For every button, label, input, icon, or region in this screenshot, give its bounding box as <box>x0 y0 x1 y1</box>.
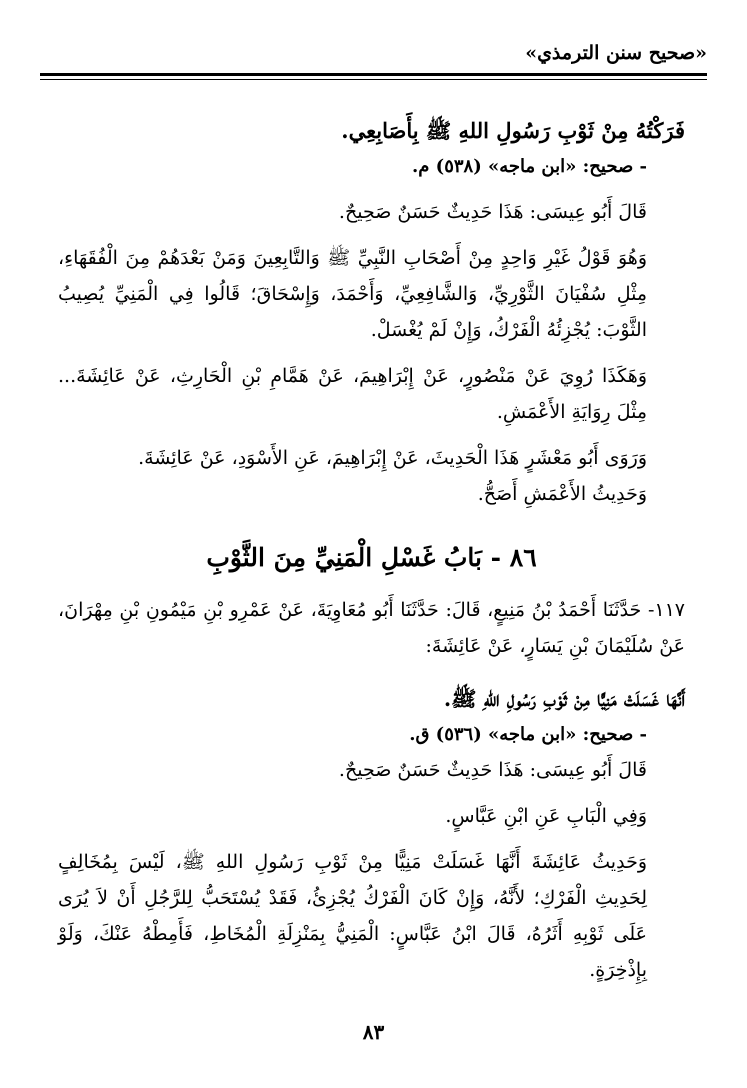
page-body <box>58 112 685 988</box>
commentary-paragraph: وَفِي الْبَابِ عَنِ ابْنِ عَبَّاسٍ. <box>445 805 647 827</box>
hadith-grading: - صحيح: «ابن ماجه» (٥٣٨) م. <box>412 156 647 177</box>
hadith-grading: - صحيح: «ابن ماجه» (٥٣٦) ق. <box>409 724 647 745</box>
hadith-text: أَنَّهَا غَسَلَتْ مَنِيًّا مِنْ ثَوْبِ رَسُولِ اللهِ ﷺ. <box>443 686 685 711</box>
page-number: ٨٣ <box>362 1020 385 1044</box>
tirmidhi-comment: قَالَ أَبُو عِيسَى: هَذَا حَدِيثٌ حَسَنٌ صَحِيحٌ. <box>338 201 647 223</box>
running-header <box>40 40 707 70</box>
commentary-paragraph: وَحَدِيثُ عَائِشَةَ أَنَّهَا غَسَلَتْ مَنِيًّا مِنْ ثَوْبِ رَسُولِ اللهِ ﷺ، لَيْسَ بِمُخَالِفٍ لِحَدِيثِ الْفَرْكِ؛ لأَنَّهُ، وَإِنْ كَانَ الْفَرْكُ يُجْزِئُ، فَقَدْ يُسْتَحَبُّ لِلرَّجُلِ أَنْ لاَ يُرَى عَلَى ثَوْبِهِ أَثَرُهُ، قَالَ ابْنُ عَبَّاسٍ: الْمَنِيُّ بِمَنْزِلَةِ الْمُخَاطِ، فَأَمِطْهُ عَنْكَ، وَلَوْ بِإِذْخِرَةٍ. <box>58 851 647 981</box>
commentary-paragraph: وَهَكَذَا رُوِيَ عَنْ مَنْصُورٍ، عَنْ إِبْرَاهِيمَ، عَنْ هَمَّامِ بْنِ الْحَارِثِ، عَنْ عَائِشَةَ... مِثْلَ رِوَايَةِ الأَعْمَشِ. <box>58 365 647 423</box>
header-rule-thin <box>40 79 707 80</box>
hadith-isnad: ١١٧- حَدَّثَنَا أَحْمَدُ بْنُ مَنِيعٍ، قَالَ: حَدَّثَنَا أَبُو مُعَاوِيَةَ، عَنْ عَمْرِو بْنِ مَيْمُونِ بْنِ مِهْرَانَ، عَنْ سُلَيْمَانَ بْنِ يَسَارٍ، عَنْ عَائِشَةَ: <box>58 599 685 657</box>
chapter-heading: ٨٦ - بَابُ غَسْلِ الْمَنِيِّ مِنَ الثَّوْبِ <box>206 543 537 572</box>
commentary-paragraph: وَحَدِيثُ الأَعْمَشِ أَصَحُّ. <box>477 483 647 505</box>
tirmidhi-comment: قَالَ أَبُو عِيسَى: هَذَا حَدِيثٌ حَسَنٌ صَحِيحٌ. <box>338 759 647 781</box>
commentary-paragraph: وَهُوَ قَوْلُ غَيْرِ وَاحِدٍ مِنْ أَصْحَابِ النَّبِيِّ ﷺ وَالتَّابِعِينَ وَمَنْ بَعْدَهُمْ مِنَ الْفُقَهَاءِ، مِثْلِ سُفْيَانَ الثَّوْرِيِّ، وَالشَّافِعِيِّ، وَأَحْمَدَ، وَإِسْحَاقَ؛ قَالُوا فِي الْمَنِيِّ يُصِيبُ الثَّوْبَ: يُجْزِئُهُ الْفَرْكُ، وَإِنْ لَمْ يُغْسَلْ. <box>58 247 647 341</box>
header-rule-thick <box>40 73 707 76</box>
commentary-paragraph: وَرَوَى أَبُو مَعْشَرٍ هَذَا الْحَدِيثَ، عَنْ إِبْرَاهِيمَ، عَنِ الأَسْوَدِ، عَنْ عَائِشَةَ. <box>138 447 647 469</box>
hadith-text: فَرَكْتُهُ مِنْ ثَوْبِ رَسُولِ اللهِ ﷺ بِأَصَابِعِي. <box>341 118 685 143</box>
book-title: «صحيح سنن الترمذي» <box>525 42 707 64</box>
